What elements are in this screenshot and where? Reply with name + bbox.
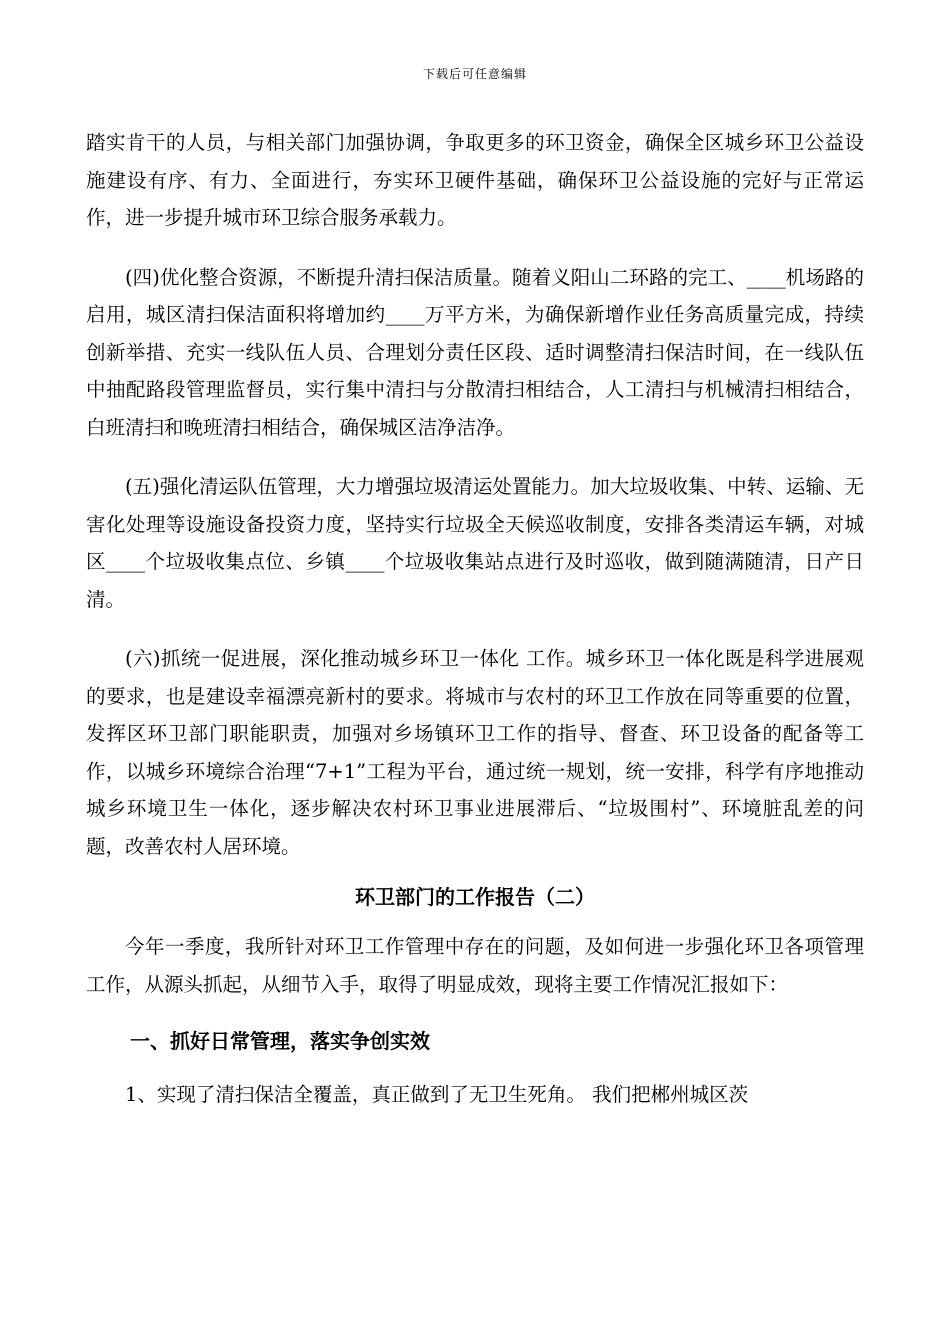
paragraph-item-six: (六)抓统一促进展，深化推动城乡环卫一体化 工作。城乡环卫一体化既是科学进展观的要求，也是建设幸福漂亮新村的要求。将城市与农村的环卫工作放在同等重要的位置，发挥区环卫部门职能职责，加强对乡场镇环卫工作的指导、督查、环卫设备的配备等工作，以城乡环境综合治理“7+1”工程为平台，通过统一规划，统一安排，科学有序地推动城乡环境卫生一体化，逐步解决农村环卫事业进展滞后、“垃圾围村”、环境脏乱差的问题，改善农村人居环境。	[86, 647, 864, 858]
paragraph-item-five: (五)强化清运队伍管理，大力增强垃圾清运处置能力。加大垃圾收集、中转、运输、无害化处理等设施设备投资力度，坚持实行垃圾全天候巡收制度，安排各类清运车辆，对城区____个垃圾收集点位、乡镇____个垃圾收集站点进行及时巡收，做到随满随清，日产日清。	[86, 475, 864, 611]
page-header: 下载后可任意编辑	[422, 67, 527, 81]
section-heading-one: 一、抓好日常管理，落实争创实效	[130, 1029, 430, 1053]
document-body	[86, 124, 864, 1114]
paragraph-item-four: (四)优化整合资源，不断提升清扫保洁质量。随着义阳山二环路的完工、____机场路的启用，城区清扫保洁面积将增加约____万平方米，为确保新增作业任务高质量完成，持续创新举措、充实一线队伍人员、合理划分责任区段、适时调整清扫保洁时间，在一线队伍中抽配路段管理监督员，实行集中清扫与分散清扫相结合，人工清扫与机械清扫相结合，白班清扫和晚班清扫相结合，确保城区洁净洁净。	[86, 265, 864, 439]
report-title: 环卫部门的工作报告（二）	[355, 885, 595, 909]
paragraph-continuation: 踏实肯干的人员，与相关部门加强协调，争取更多的环卫资金，确保全区城乡环卫公益设施建设有序、有力、全面进行，夯实环卫硬件基础，确保环卫公益设施的完好与正常运作，进一步提升城市环卫综合服务承载力。	[86, 131, 864, 229]
paragraph-intro: 今年一季度，我所针对环卫工作管理中存在的问题，及如何进一步强化环卫各项管理工作，从源头抓起，从细节入手，取得了明显成效，现将主要工作情况汇报如下：	[86, 935, 864, 996]
paragraph-point-one: 1、实现了清扫保洁全覆盖，真正做到了无卫生死角。 我们把郴州城区茨	[125, 1083, 749, 1106]
